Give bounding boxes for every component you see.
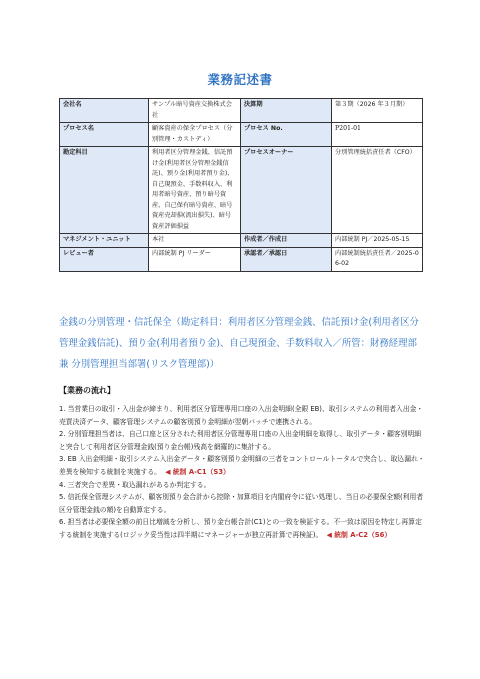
step-item-3 bbox=[59, 453, 425, 478]
section-heading: 金銭の分別管理・信託保全（勘定科目：利用者区分管理金銭、信託預け金(利用者区分管理金銭信託)、預り金(利用者預り金)、自己現預金、手数料収入／所管：財務経理部 兼 分別管理担当部署(リスク管理部)） bbox=[59, 317, 419, 370]
step-text: 6. 担当者は必要保全額の前日比増減を分析し、預り金台帳合計(C1)との一致を検証する。不一致は原因を特定し再算定する統制を実施する(ロジック妥当性は四半期にマネージャーが独立再計算で再検証)。 bbox=[59, 518, 422, 539]
step-item-5 bbox=[59, 491, 425, 516]
author-value: 内部統制 PJ／2025-05-15 bbox=[332, 234, 423, 248]
process-no-value: P201-01 bbox=[332, 123, 423, 147]
control-marker-a-c2: ◀ 統制 A-C2（S6） bbox=[326, 530, 392, 539]
unit-value: 本社 bbox=[149, 234, 241, 248]
table-row bbox=[60, 247, 423, 271]
account-value: 利用者区分管理金銭、信託預け金(利用者区分管理金銭信託)、預り金(利用者預り金)、自己現預金、手数料収入、利用者暗号資産、預り暗号資産、自己保有暗号資産、暗号資産売却損(流出損失)、暗号資産評価損益 bbox=[149, 147, 241, 234]
owner-label: プロセスオーナー bbox=[241, 147, 332, 234]
table-row bbox=[60, 147, 423, 234]
flow-title: 【業務の流れ】 bbox=[59, 386, 115, 395]
process-steps bbox=[59, 403, 425, 542]
step-text: 4. 三者突合で差異・取込漏れがあるか判定する。 bbox=[59, 480, 211, 489]
unit-label: マネジメント・ユニット bbox=[60, 234, 149, 248]
table-row bbox=[60, 123, 423, 147]
document-title: 業務記述書 bbox=[207, 72, 273, 87]
table-row bbox=[60, 99, 423, 123]
period-label: 決算期 bbox=[241, 99, 332, 123]
approver-value: 内部統制統括責任者／2025-06-02 bbox=[332, 247, 423, 271]
owner-value: 分別管理統括責任者（CFO） bbox=[332, 147, 423, 234]
table-row bbox=[60, 234, 423, 248]
company-label: 会社名 bbox=[60, 99, 149, 123]
step-item-1 bbox=[59, 403, 425, 428]
step-text: 2. 分別管理担当者は、自己口座と区分された利用者区分管理専用口座の入出金明細を取得し、取引データ・顧客別明細と突合して利用者区分管理金銭(預り金台帳)残高を網羅的に集計する。 bbox=[59, 430, 422, 451]
author-label: 作成者／作成日 bbox=[241, 234, 332, 248]
approver-label: 承認者／承認日 bbox=[241, 247, 332, 271]
company-value: サンプル暗号資産交換株式会社 bbox=[149, 99, 241, 123]
step-item-2 bbox=[59, 428, 425, 453]
step-text: 3. EB 入出金明細・取引システム入出金データ・顧客別預り金明細の三者をコントロールトータルで突合し、取込漏れ・差異を検知する統制を実施する。 bbox=[59, 455, 425, 476]
step-text: 5. 信託保全管理システムが、顧客別預り金合計から控除・加算項目を内閣府令に従い処理し、当日の必要保全額(利用者区分管理金銭の額)を自動算定する。 bbox=[59, 493, 424, 514]
step-text: 1. 当営業日の取引・入出金が締まり、利用者区分管理専用口座の入出金明細(全銀 EB)、取引システムの利用者入出金・売買決済データ、顧客管理システムの顧客別預り金明細が翌朝バッチで連携される。 bbox=[59, 405, 424, 426]
process-value: 顧客資産の保全プロセス（分別管理・カストディ） bbox=[149, 123, 241, 147]
process-no-label: プロセス No. bbox=[241, 123, 332, 147]
control-marker-a-c1: ◀ 統制 A-C1（S3） bbox=[165, 467, 230, 476]
account-label: 勘定科目 bbox=[60, 147, 149, 234]
reviewer-value: 内部統制 PJ リーダー bbox=[149, 247, 241, 271]
step-item-6 bbox=[59, 516, 425, 541]
step-item-4 bbox=[59, 479, 425, 492]
process-label: プロセス名 bbox=[60, 123, 149, 147]
process-info-table bbox=[59, 98, 423, 272]
reviewer-label: レビュー者 bbox=[60, 247, 149, 271]
period-value: 第３期（2026 年３月期） bbox=[332, 99, 423, 123]
